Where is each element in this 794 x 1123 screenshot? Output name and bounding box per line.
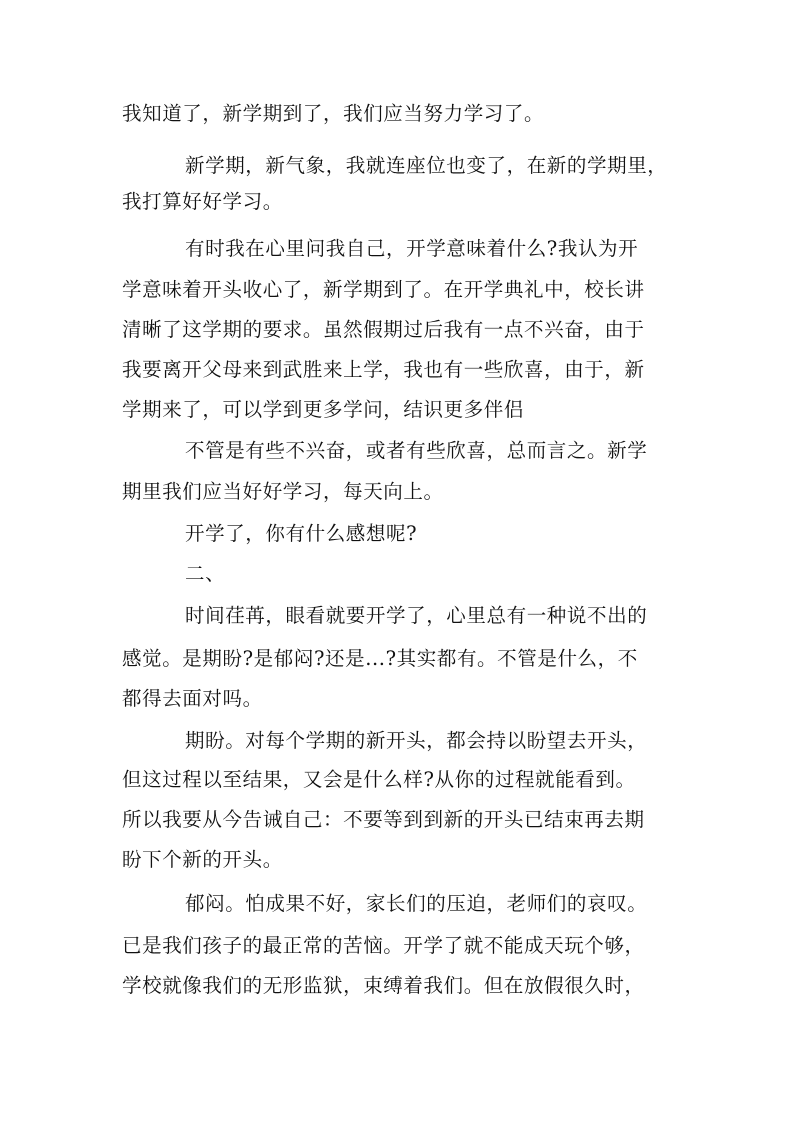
paragraph-line: 清晰了这学期的要求。虽然假期过后我有一点不兴奋，由于: [122, 318, 645, 341]
paragraph-line: 都得去面对吗。: [122, 687, 263, 710]
paragraph-line: 学期来了，可以学到更多学问，结识更多伴侣: [122, 398, 525, 421]
paragraph-line: 但这过程以至结果，又会是什么样?从你的过程就能看到。: [122, 768, 636, 791]
paragraph-line: 期里我们应当好好学习，每天向上。: [122, 480, 444, 503]
paragraph-line: 不管是有些不兴奋，或者有些欣喜，总而言之。新学: [185, 439, 648, 462]
paragraph-line: 我要离开父母来到武胜来上学，我也有一些欣喜，由于，新: [122, 358, 645, 381]
paragraph-line: 郁闷。怕成果不好，家长们的压迫，老师们的哀叹。: [185, 892, 648, 915]
paragraph-line: 盼下个新的开头。: [122, 848, 283, 871]
paragraph-line: 学意味着开头收心了，新学期到了。在开学典礼中，校长讲: [122, 278, 645, 301]
paragraph-line: 我打算好好学习。: [122, 190, 283, 213]
paragraph-line: 所以我要从今告诫自己：不要等到到新的开头已结束再去期: [122, 808, 645, 831]
paragraph-line: 时间荏苒，眼看就要开学了，心里总有一种说不出的: [185, 604, 648, 627]
paragraph-line: 我知道了，新学期到了，我们应当努力学习了。: [122, 102, 545, 125]
paragraph-line: 已是我们孩子的最正常的苦恼。开学了就不能成天玩个够，: [122, 934, 645, 957]
paragraph-line: 开学了，你有什么感想呢?: [185, 522, 418, 545]
paragraph-line: 有时我在心里问我自己，开学意味着什么?我认为开: [185, 237, 639, 260]
paragraph-line: 学校就像我们的无形监狱，束缚着我们。但在放假很久时，: [122, 974, 645, 997]
paragraph-line: 期盼。对每个学期的新开头，都会持以盼望去开头，: [185, 729, 648, 752]
section-heading: 二、: [185, 562, 226, 585]
paragraph-line: 感觉。是期盼?是郁闷?还是...?其实都有。不管是什么，不: [122, 647, 638, 670]
paragraph-line: 新学期，新气象，我就连座位也变了，在新的学期里，: [185, 154, 668, 177]
